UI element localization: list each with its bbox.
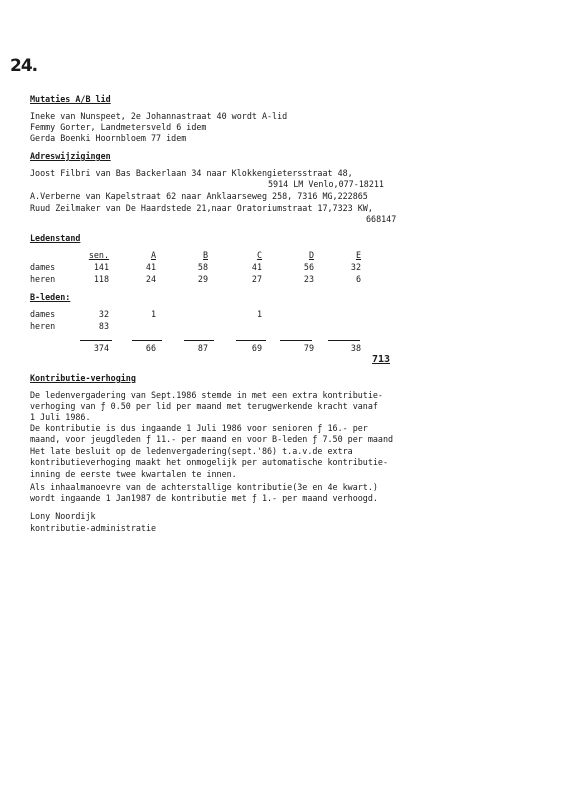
sum-line bbox=[132, 340, 162, 341]
total-cell: 69 bbox=[251, 343, 262, 353]
total-cell: 66 bbox=[145, 343, 156, 353]
adres-line: Ruud Zeilmaker van De Haardstede 21,naar Oratoriumstraat 17,7323 KW, bbox=[30, 203, 373, 213]
mutaties-line: Ineke van Nunspeet, 2e Johannastraat 40 wordt A-lid bbox=[30, 111, 288, 121]
table-cell: 32 bbox=[98, 309, 109, 319]
sum-line bbox=[280, 340, 312, 341]
mutaties-line: Femmy Gorter, Landmetersveld 6 idem bbox=[30, 122, 207, 132]
table-cell: 141 bbox=[93, 262, 109, 272]
kontributie-line: wordt ingaande 1 Jan1987 de kontributie met ƒ 1.- per maand verhoogd. bbox=[30, 493, 378, 503]
table-cell: 56 bbox=[303, 262, 314, 272]
table-cell: 6 bbox=[355, 274, 361, 284]
kontributie-line: kontributieverhoging maakt het onmogelijk per automatische kontributie- bbox=[30, 457, 388, 467]
col-header-e: E bbox=[355, 250, 361, 260]
kontributie-line: 1 Juli 1986. bbox=[30, 412, 91, 422]
total-cell: 374 bbox=[93, 343, 109, 353]
row-label: heren bbox=[30, 321, 56, 331]
grand-total: 713 bbox=[372, 354, 391, 365]
adres-line: 5914 LM Venlo,077-18211 bbox=[268, 179, 384, 189]
mutaties-line: Gerda Boenki Hoornbloem 77 idem bbox=[30, 133, 187, 143]
adres-heading: Adreswijzigingen bbox=[30, 151, 111, 161]
table-cell: 23 bbox=[303, 274, 314, 284]
kontributie-heading: Kontributie-verhoging bbox=[30, 373, 136, 383]
table-cell: 83 bbox=[98, 321, 109, 331]
kontributie-line: Als inhaalmanoevre van de achterstallige kontributie(3e en 4e kwart.) bbox=[30, 482, 378, 492]
kontributie-line: De ledenvergadering van Sept.1986 stemde in met een extra kontributie- bbox=[30, 390, 383, 400]
page-number: 24. bbox=[10, 56, 38, 76]
adres-line: 668147 bbox=[366, 214, 397, 224]
table-cell: 29 bbox=[197, 274, 208, 284]
sum-line bbox=[184, 340, 214, 341]
row-label: dames bbox=[30, 262, 56, 272]
col-header-b: B bbox=[202, 250, 208, 260]
total-cell: 38 bbox=[350, 343, 361, 353]
signature-role: kontributie-administratie bbox=[30, 523, 157, 533]
table-cell: 1 bbox=[256, 309, 262, 319]
col-header-c: C bbox=[256, 250, 262, 260]
table-cell: 27 bbox=[251, 274, 262, 284]
bleden-heading: B-leden: bbox=[30, 292, 71, 302]
kontributie-line: Het late besluit op de ledenvergadering(sept.'86) t.a.v.de extra bbox=[30, 446, 353, 456]
table-cell: 1 bbox=[150, 309, 156, 319]
sum-line bbox=[236, 340, 266, 341]
col-header-sen: sen. bbox=[88, 250, 109, 260]
sum-line bbox=[80, 340, 112, 341]
col-header-a: A bbox=[150, 250, 156, 260]
sum-line bbox=[328, 340, 360, 341]
total-cell: 87 bbox=[197, 343, 208, 353]
kontributie-line: verhoging van ƒ 0.50 per lid per maand met terugwerkende kracht vanaf bbox=[30, 401, 378, 411]
table-cell: 24 bbox=[145, 274, 156, 284]
ledenstand-heading: Ledenstand bbox=[30, 233, 81, 243]
adres-line: Joost Filbri van Bas Backerlaan 34 naar Klokkengietersstraat 48, bbox=[30, 168, 353, 178]
signature-name: Lony Noordijk bbox=[30, 511, 96, 521]
col-header-d: D bbox=[308, 250, 314, 260]
kontributie-line: maand, voor jeugdleden ƒ 11.- per maand en voor B-leden ƒ 7.50 per maand bbox=[30, 434, 394, 444]
row-label: heren bbox=[30, 274, 56, 284]
kontributie-line: inning de eerste twee kwartalen te innen. bbox=[30, 469, 237, 479]
mutaties-heading: Mutaties A/B lid bbox=[30, 94, 111, 104]
total-cell: 79 bbox=[303, 343, 314, 353]
kontributie-line: De kontributie is dus ingaande 1 Juli 1986 voor senioren ƒ 16.- per bbox=[30, 423, 368, 433]
table-cell: 41 bbox=[145, 262, 156, 272]
table-cell: 118 bbox=[93, 274, 109, 284]
adres-line: A.Verberne van Kapelstraat 62 naar Anklaarseweg 258, 7316 MG,222865 bbox=[30, 191, 368, 201]
row-label: dames bbox=[30, 309, 56, 319]
table-cell: 32 bbox=[350, 262, 361, 272]
table-cell: 41 bbox=[251, 262, 262, 272]
table-cell: 58 bbox=[197, 262, 208, 272]
